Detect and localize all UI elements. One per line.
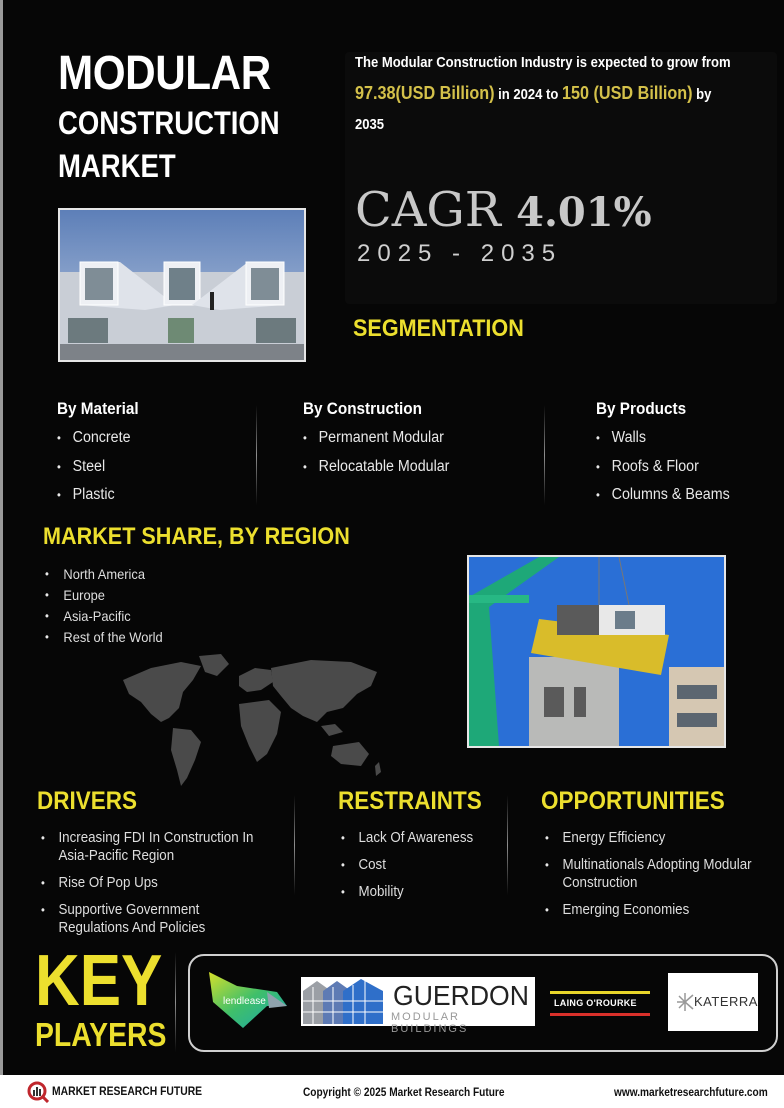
list-item: • Energy Efficiency xyxy=(545,829,757,847)
summary-text-1: The Modular Construction Industry is expected to grow from xyxy=(355,55,731,71)
list-item: • Roofs & Floor xyxy=(596,453,730,482)
divider xyxy=(294,795,295,895)
guerdon-logo xyxy=(301,977,535,1035)
opportunities-list xyxy=(545,829,775,928)
katerra-name: KATERRA xyxy=(694,994,758,1009)
list-item: • Columns & Beams xyxy=(596,481,730,510)
cagr-figure xyxy=(355,182,652,241)
list-item: • Relocatable Modular xyxy=(303,453,449,482)
list-item: • Supportive Government Regulations And Policies xyxy=(41,901,262,937)
segment-by-material xyxy=(57,398,148,510)
divider xyxy=(175,952,176,1052)
region-list xyxy=(45,564,173,648)
drivers-title: DRIVERS xyxy=(37,787,138,815)
segment-heading: By Material xyxy=(57,399,139,418)
footer-website-link[interactable]: www.marketresearchfuture.com xyxy=(614,1087,768,1099)
list-item: • Emerging Economies xyxy=(545,901,757,919)
cagr-value: 4.01% xyxy=(516,189,652,236)
list-item: • Plastic xyxy=(57,481,140,510)
list-item: • Mobility xyxy=(341,883,473,901)
opportunities-title: OPPORTUNITIES xyxy=(541,787,725,815)
list-item: • Europe xyxy=(45,585,163,606)
value-2035: 150 (USD Billion) xyxy=(561,83,693,103)
restraints-list xyxy=(341,829,485,910)
guerdon-name: GUERDON xyxy=(393,980,529,1011)
laing-red-bar xyxy=(550,1013,650,1016)
guerdon-subtitle: MODULAR BUILDINGS xyxy=(391,1011,469,1035)
list-item: • Cost xyxy=(341,856,473,874)
lendlease-logo xyxy=(207,972,289,1030)
summary-text-2: in 2024 to xyxy=(494,87,562,103)
footer xyxy=(0,1075,784,1108)
list-item: • Concrete xyxy=(57,424,140,453)
key-players-title-line-2: PLAYERS xyxy=(35,1016,167,1053)
list-item: • Multinationals Adopting Modular Construction xyxy=(545,856,757,892)
divider xyxy=(507,795,508,895)
world-map-icon xyxy=(121,650,401,790)
svg-text:lendlease: lendlease xyxy=(223,996,266,1007)
cagr-label: CAGR xyxy=(355,182,501,238)
mrfr-logo-icon xyxy=(27,1081,49,1103)
list-item: • Lack Of Awareness xyxy=(341,829,473,847)
summary-text-3: by 2035 xyxy=(355,87,712,133)
laing-yellow-bar xyxy=(550,991,650,994)
list-item: • Walls xyxy=(596,424,730,453)
container-building-photo xyxy=(58,208,306,362)
cagr-period: 2025 - 2035 xyxy=(357,240,563,267)
market-growth-summary xyxy=(355,48,733,140)
restraints-title: RESTRAINTS xyxy=(338,787,482,815)
list-item: • North America xyxy=(45,564,163,585)
list-item: • Rise Of Pop Ups xyxy=(41,874,262,892)
divider xyxy=(256,405,257,505)
title-line-3: MARKET xyxy=(58,148,176,184)
segmentation-title: SEGMENTATION xyxy=(353,315,524,342)
divider xyxy=(544,405,545,505)
key-players-title-line-1: KEY xyxy=(35,941,163,1021)
laing-name: LAING O'ROURKE xyxy=(554,998,637,1008)
region-title: MARKET SHARE, BY REGION xyxy=(43,523,350,550)
segment-by-construction xyxy=(303,398,462,481)
list-item: • Permanent Modular xyxy=(303,424,449,453)
segment-by-products xyxy=(596,398,741,510)
list-item: • Rest of the World xyxy=(45,627,163,648)
segment-heading: By Products xyxy=(596,399,687,418)
title-line-2: CONSTRUCTION xyxy=(58,105,280,141)
katerra-logo xyxy=(668,973,758,1031)
list-item: • Increasing FDI In Construction In Asia-Pacific Region xyxy=(41,829,262,865)
list-item: • Asia-Pacific xyxy=(45,606,163,627)
list-item: • Steel xyxy=(57,453,140,482)
title-line-1: MODULAR xyxy=(58,47,271,100)
segment-heading: By Construction xyxy=(303,399,423,418)
footer-copyright: Copyright © 2025 Market Research Future xyxy=(303,1087,505,1099)
value-2024: 97.38(USD Billion) xyxy=(355,83,495,103)
footer-brand: MARKET RESEARCH FUTURE xyxy=(52,1086,203,1098)
crane-module-photo xyxy=(467,555,726,748)
katerra-mark-icon xyxy=(676,993,694,1011)
drivers-list xyxy=(41,829,281,946)
laing-orourke-logo xyxy=(550,991,650,1017)
